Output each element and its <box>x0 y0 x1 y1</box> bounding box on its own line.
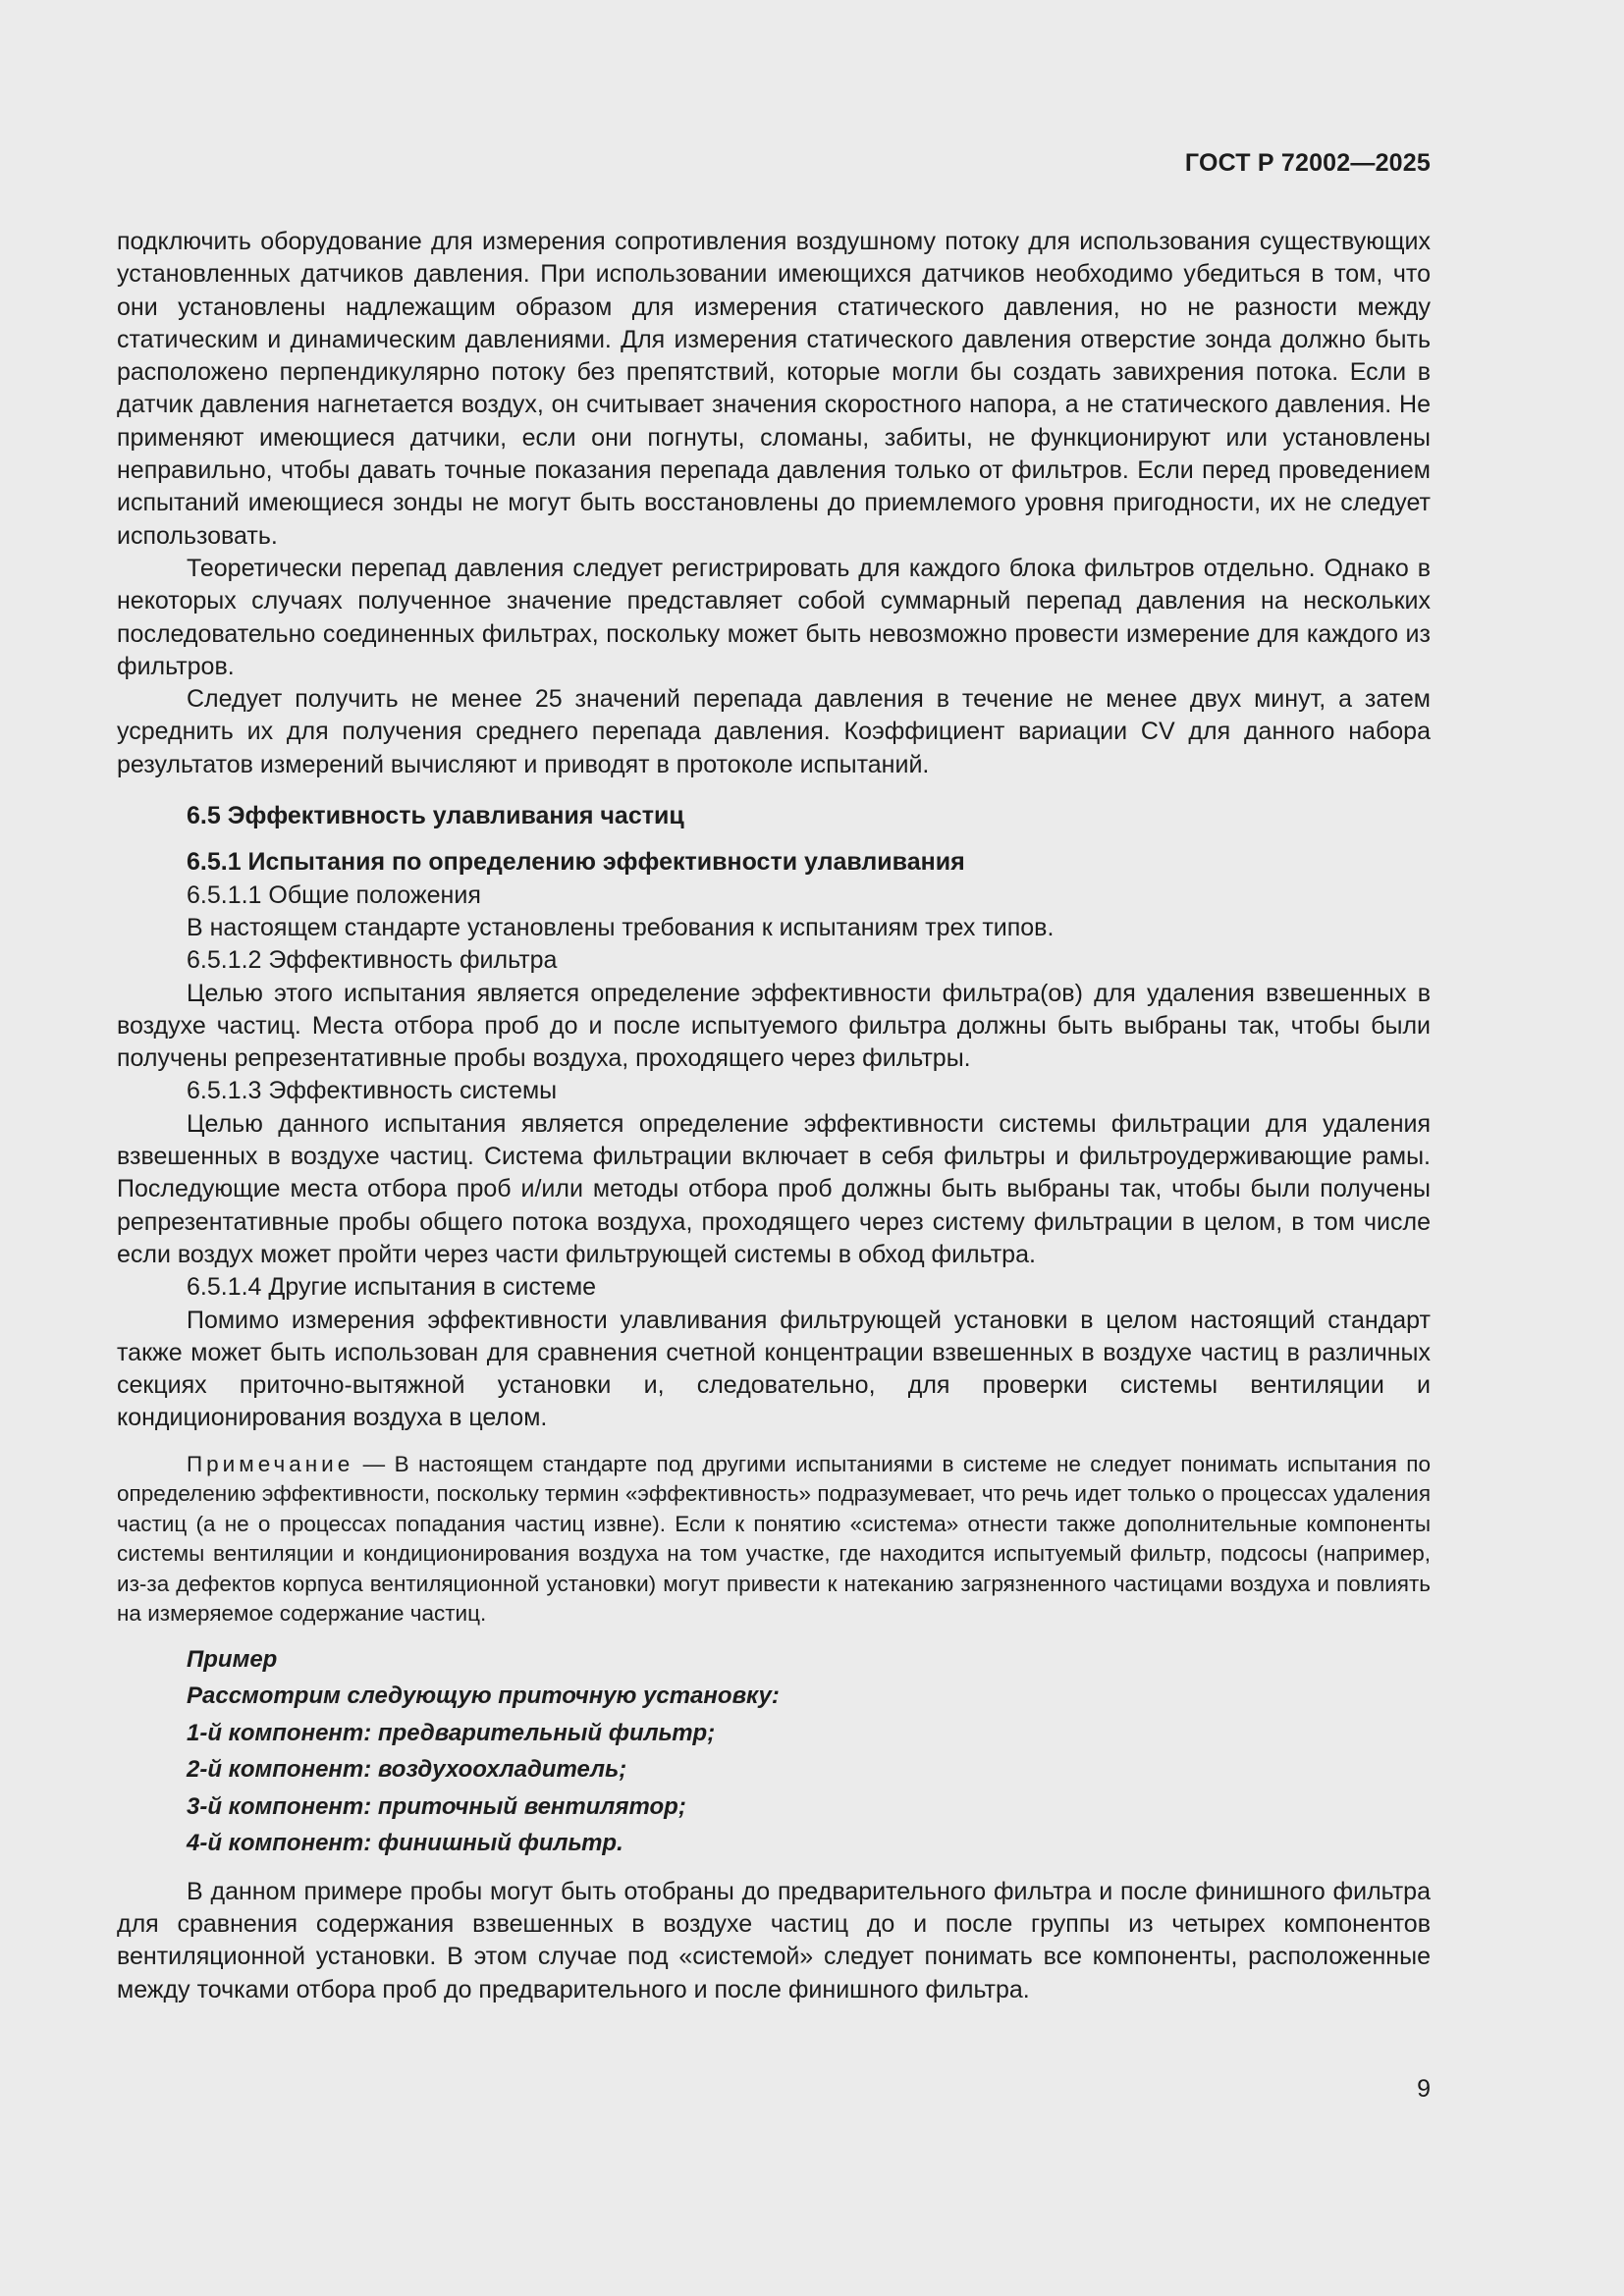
paragraph-continuation: подключить оборудование для измерения сопротивления воздушному потоку для использования существующих установленных датчиков давления. При использовании имеющихся датчиков необходимо убедиться в том, что они установлены надлежащим образом для измерения статического давления, но не разности между статическим и динамическим давлениями. Для измерения статического давления отверстие зонда должно быть расположено перпендикулярно потоку без препятствий, которые могли бы создать завихрения потока. Если в датчик давления нагнетается воздух, он считывает значения скоростного напора, а не статического давления. Не применяют имеющиеся датчики, если они погнуты, сломаны, забиты, не функционируют или установлены неправильно, чтобы давать точные показания перепада давления только от фильтров. Если перед проведением испытаний имеющиеся зонды не могут быть восстановлены до приемлемого уровня пригодности, их не следует использовать. <box>117 228 1431 550</box>
subsection-heading-6-5-1-3: 6.5.1.3 Эффективность системы <box>187 1077 558 1105</box>
note-block <box>117 1450 1431 1629</box>
section-heading-6-5-1: 6.5.1 Испытания по определению эффективности улавливания <box>187 848 965 877</box>
paragraph-example-explanation: В данном примере пробы могут быть отобраны до предварительного фильтра и после финишного фильтра для сравнения содержания взвешенных в воздухе частиц до и после группы из четырех компонентов вентиляционной установки. В этом случае под «системой» следует понимать все компоненты, расположенные между точками отбора проб до предварительного и после финишного фильтра. <box>117 1877 1431 2003</box>
paragraph-pressure-drop-registration: Теоретически перепад давления следует регистрировать для каждого блока фильтров отдельно. Однако в некоторых случаях полученное значение представляет собой суммарный перепад давления на нескольких последовательно соединенных фильтрах, поскольку может быть невозможно провести измерение для каждого из фильтров. <box>117 554 1431 680</box>
paragraph-other-tests: Помимо измерения эффективности улавливания фильтрующей установки в целом настоящий стандарт также может быть использован для сравнения счетной концентрации взвешенных в воздухе частиц в различных секциях приточно-вытяжной установки и, следовательно, для проверки системы вентиляции и кондиционирования воздуха в целом. <box>117 1306 1431 1432</box>
example-item: 3-й компонент: приточный вентилятор; <box>187 1792 686 1820</box>
note-label: Примечание <box>187 1451 354 1476</box>
subsection-heading-6-5-1-1: 6.5.1.1 Общие положения <box>187 881 481 909</box>
page-number: 9 <box>1417 2075 1431 2103</box>
paragraph-system-efficiency: Целью данного испытания является определение эффективности системы фильтрации для удаления взвешенных в воздухе частиц. Система фильтрации включает в себя фильтры и фильтроудерживающие рамы. Последующие места отбора проб и/или методы отбора проб должны быть выбраны так, чтобы были получены репрезентативные пробы общего потока воздуха, проходящего через систему фильтрации в целом, в том числе если воздух может пройти через части фильтрующей системы в обход фильтра. <box>117 1109 1431 1268</box>
example-item: 1-й компонент: предварительный фильтр; <box>187 1719 716 1746</box>
page-body <box>117 226 1431 2006</box>
document-header: ГОСТ Р 72002—2025 <box>1184 149 1431 177</box>
note-text: — В настоящем стандарте под другими испытаниями в системе не следует понимать испытания по определению эффективности, поскольку термин «эффективность» подразумевает, что речь идет только о процессах удаления частиц (а не о процессах попадания частиц извне). Если к понятию «система» отнести также дополнительные компоненты системы вентиляции и кондиционирования воздуха на том участке, где находится испытуемый фильтр, подсосы (например, из-за дефектов корпуса вентиляционной установки) могут привести к натеканию загрязненного частицами воздуха и повлиять на измеряемое содержание частиц. <box>117 1451 1431 1627</box>
paragraph-test-types: В настоящем стандарте установлены требования к испытаниям трех типов. <box>187 913 1055 941</box>
example-intro: Рассмотрим следующую приточную установку: <box>187 1682 780 1710</box>
section-heading-6-5: 6.5 Эффективность улавливания частиц <box>187 802 684 830</box>
subsection-heading-6-5-1-4: 6.5.1.4 Другие испытания в системе <box>187 1273 597 1302</box>
subsection-heading-6-5-1-2: 6.5.1.2 Эффективность фильтра <box>187 946 558 975</box>
paragraph-pressure-drop-values: Следует получить не менее 25 значений перепада давления в течение не менее двух минут, а затем усреднить их для получения среднего перепада давления. Коэффициент вариации CV для данного набора результатов измерений вычисляют и приводят в протоколе испытаний. <box>117 685 1431 778</box>
paragraph-filter-efficiency: Целью этого испытания является определение эффективности фильтра(ов) для удаления взвешенных в воздухе частиц. Места отбора проб до и после испытуемого фильтра должны быть выбраны так, чтобы были получены репрезентативные пробы воздуха, проходящего через фильтры. <box>117 979 1431 1073</box>
example-item: 4-й компонент: финишный фильтр. <box>187 1830 623 1857</box>
example-title: Пример <box>187 1645 278 1673</box>
example-item: 2-й компонент: воздухоохладитель; <box>187 1756 627 1784</box>
